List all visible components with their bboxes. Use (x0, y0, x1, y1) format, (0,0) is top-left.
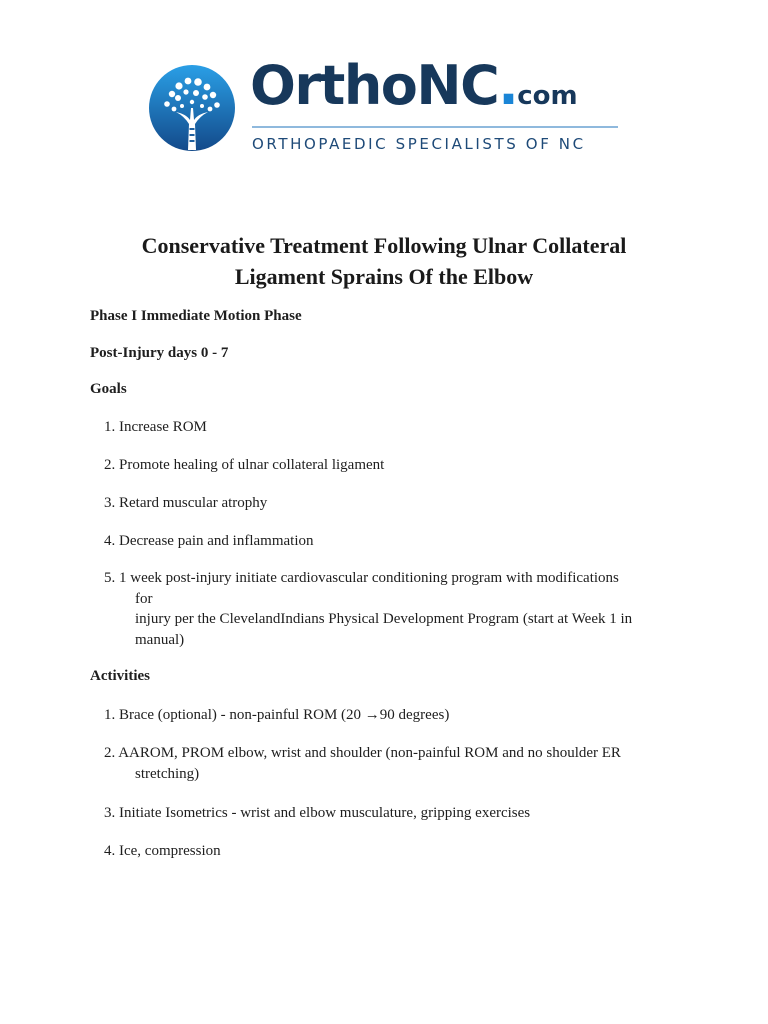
item-text: Brace (optional) - non-painful ROM (20 →90 degrees) (119, 707, 450, 723)
item-text: Decrease pain and inflammation (119, 533, 314, 549)
item-text: Promote healing of ulnar collateral ligament (119, 457, 385, 473)
phase-heading: Phase I Immediate Motion Phase (90, 308, 302, 324)
goal-item (104, 531, 694, 552)
goal-item (104, 493, 694, 514)
item-number: 4. (104, 843, 116, 859)
item-number: 5. (104, 570, 116, 586)
item-text-continued: injury per the ClevelandIndians Physical Development Program (start at Week 1 in (135, 611, 633, 627)
item-number: 3. (104, 805, 116, 821)
activity-item (104, 841, 694, 862)
item-number: 2. (104, 745, 116, 761)
item-text-continued: stretching) (135, 765, 200, 782)
brand-suffix: com (517, 81, 578, 111)
brand-tagline: ORTHOPAEDIC SPECIALISTS OF NC (252, 135, 586, 153)
title-line-2: Ligament Sprains Of the Elbow (234, 264, 534, 289)
goal-item (104, 455, 694, 476)
item-number: 3. (104, 495, 116, 511)
tree-logo-icon (148, 64, 236, 152)
activities-heading: Activities (90, 668, 150, 684)
activity-item (104, 743, 694, 784)
orthonc-logo (148, 54, 628, 158)
brand-main: OrthoNC (250, 54, 499, 117)
days-heading: Post-Injury days 0 - 7 (90, 345, 229, 361)
item-number: 2. (104, 457, 116, 473)
brand-dot: . (498, 54, 518, 117)
item-text: Retard muscular atrophy (119, 495, 268, 511)
item-text: Initiate Isometrics - wrist and elbow musculature, gripping exercises (119, 805, 531, 821)
document-title (60, 230, 708, 292)
brand-wordmark (250, 56, 578, 126)
goals-heading: Goals (90, 381, 127, 397)
goal-item (104, 568, 694, 650)
logo-divider (252, 126, 618, 128)
item-text-continued: for (135, 590, 153, 607)
item-text: 1 week post-injury initiate cardiovascular conditioning program with modifications (119, 570, 619, 586)
item-number: 1. (104, 419, 116, 435)
item-number: 1. (104, 707, 116, 723)
item-text-continued: manual) (135, 631, 185, 648)
item-text: AAROM, PROM elbow, wrist and shoulder (non-painful ROM and no shoulder ER (118, 745, 621, 761)
item-text: Ice, compression (119, 843, 221, 859)
item-text: Increase ROM (119, 419, 207, 435)
activity-item (104, 705, 694, 726)
goal-item (104, 417, 694, 438)
title-line-1: Conservative Treatment Following Ulnar Collateral (141, 233, 627, 258)
item-number: 4. (104, 533, 116, 549)
activity-item (104, 803, 694, 824)
